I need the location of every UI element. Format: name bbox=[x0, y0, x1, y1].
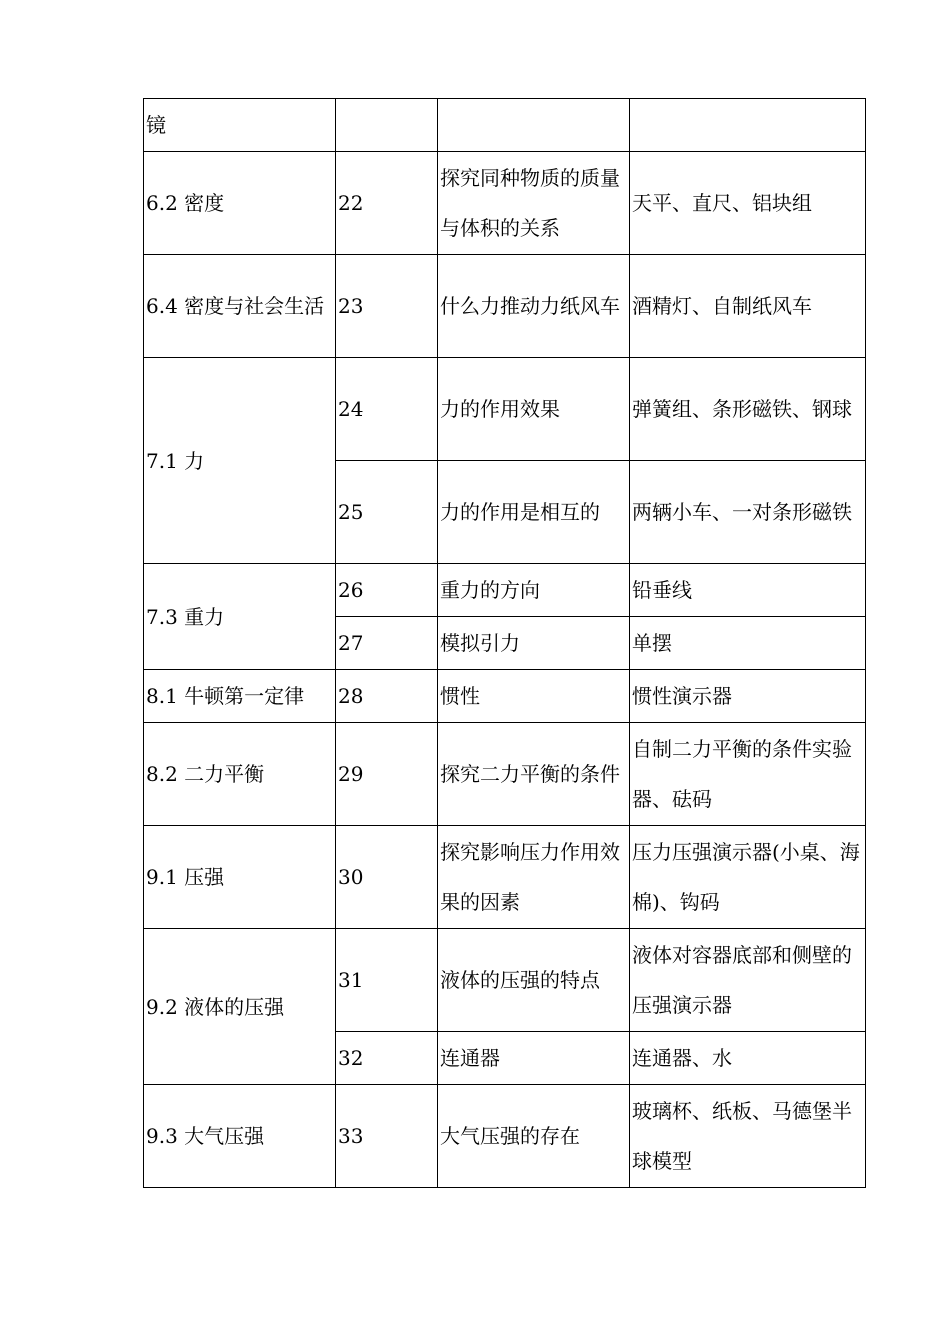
section-cell: 7.1 力 bbox=[144, 358, 336, 564]
number-cell: 23 bbox=[336, 255, 438, 358]
experiment-cell: 重力的方向 bbox=[438, 564, 630, 617]
section-cell: 6.4 密度与社会生活 bbox=[144, 255, 336, 358]
section-cell: 8.2 二力平衡 bbox=[144, 723, 336, 826]
section-cell: 9.2 液体的压强 bbox=[144, 929, 336, 1085]
number-cell: 28 bbox=[336, 670, 438, 723]
experiment-cell: 惯性 bbox=[438, 670, 630, 723]
equipment-cell: 压力压强演示器(小桌、海棉)、钩码 bbox=[630, 826, 866, 929]
table-row bbox=[144, 670, 866, 723]
section-cell: 8.1 牛顿第一定律 bbox=[144, 670, 336, 723]
equipment-cell bbox=[630, 99, 866, 152]
number-cell: 31 bbox=[336, 929, 438, 1032]
section-cell: 镜 bbox=[144, 99, 336, 152]
experiment-cell: 探究同种物质的质量与体积的关系 bbox=[438, 152, 630, 255]
experiment-cell: 大气压强的存在 bbox=[438, 1085, 630, 1188]
number-cell: 32 bbox=[336, 1032, 438, 1085]
equipment-cell: 两辆小车、一对条形磁铁 bbox=[630, 461, 866, 564]
table-row bbox=[144, 255, 866, 358]
table-row bbox=[144, 826, 866, 929]
table-row bbox=[144, 152, 866, 255]
table-row bbox=[144, 1085, 866, 1188]
equipment-cell: 惯性演示器 bbox=[630, 670, 866, 723]
table-row bbox=[144, 564, 866, 617]
equipment-cell: 酒精灯、自制纸风车 bbox=[630, 255, 866, 358]
equipment-cell: 玻璃杯、纸板、马德堡半球模型 bbox=[630, 1085, 866, 1188]
experiment-cell: 液体的压强的特点 bbox=[438, 929, 630, 1032]
experiment-table bbox=[143, 98, 866, 1188]
equipment-cell: 单摆 bbox=[630, 617, 866, 670]
section-cell: 9.1 压强 bbox=[144, 826, 336, 929]
experiment-cell bbox=[438, 99, 630, 152]
table-row bbox=[144, 358, 866, 461]
number-cell bbox=[336, 99, 438, 152]
equipment-cell: 弹簧组、条形磁铁、钢球 bbox=[630, 358, 866, 461]
equipment-cell: 液体对容器底部和侧壁的压强演示器 bbox=[630, 929, 866, 1032]
table-row bbox=[144, 929, 866, 1032]
table-row bbox=[144, 723, 866, 826]
number-cell: 30 bbox=[336, 826, 438, 929]
experiment-cell: 什么力推动力纸风车 bbox=[438, 255, 630, 358]
number-cell: 22 bbox=[336, 152, 438, 255]
experiment-cell: 力的作用是相互的 bbox=[438, 461, 630, 564]
number-cell: 33 bbox=[336, 1085, 438, 1188]
number-cell: 27 bbox=[336, 617, 438, 670]
table-row bbox=[144, 99, 866, 152]
experiment-cell: 模拟引力 bbox=[438, 617, 630, 670]
section-cell: 6.2 密度 bbox=[144, 152, 336, 255]
experiment-cell: 力的作用效果 bbox=[438, 358, 630, 461]
equipment-cell: 铅垂线 bbox=[630, 564, 866, 617]
equipment-cell: 天平、直尺、铝块组 bbox=[630, 152, 866, 255]
number-cell: 25 bbox=[336, 461, 438, 564]
equipment-cell: 自制二力平衡的条件实验器、砝码 bbox=[630, 723, 866, 826]
number-cell: 26 bbox=[336, 564, 438, 617]
experiment-cell: 探究二力平衡的条件 bbox=[438, 723, 630, 826]
section-cell: 9.3 大气压强 bbox=[144, 1085, 336, 1188]
experiment-cell: 探究影响压力作用效果的因素 bbox=[438, 826, 630, 929]
number-cell: 24 bbox=[336, 358, 438, 461]
number-cell: 29 bbox=[336, 723, 438, 826]
experiment-cell: 连通器 bbox=[438, 1032, 630, 1085]
section-cell: 7.3 重力 bbox=[144, 564, 336, 670]
equipment-cell: 连通器、水 bbox=[630, 1032, 866, 1085]
